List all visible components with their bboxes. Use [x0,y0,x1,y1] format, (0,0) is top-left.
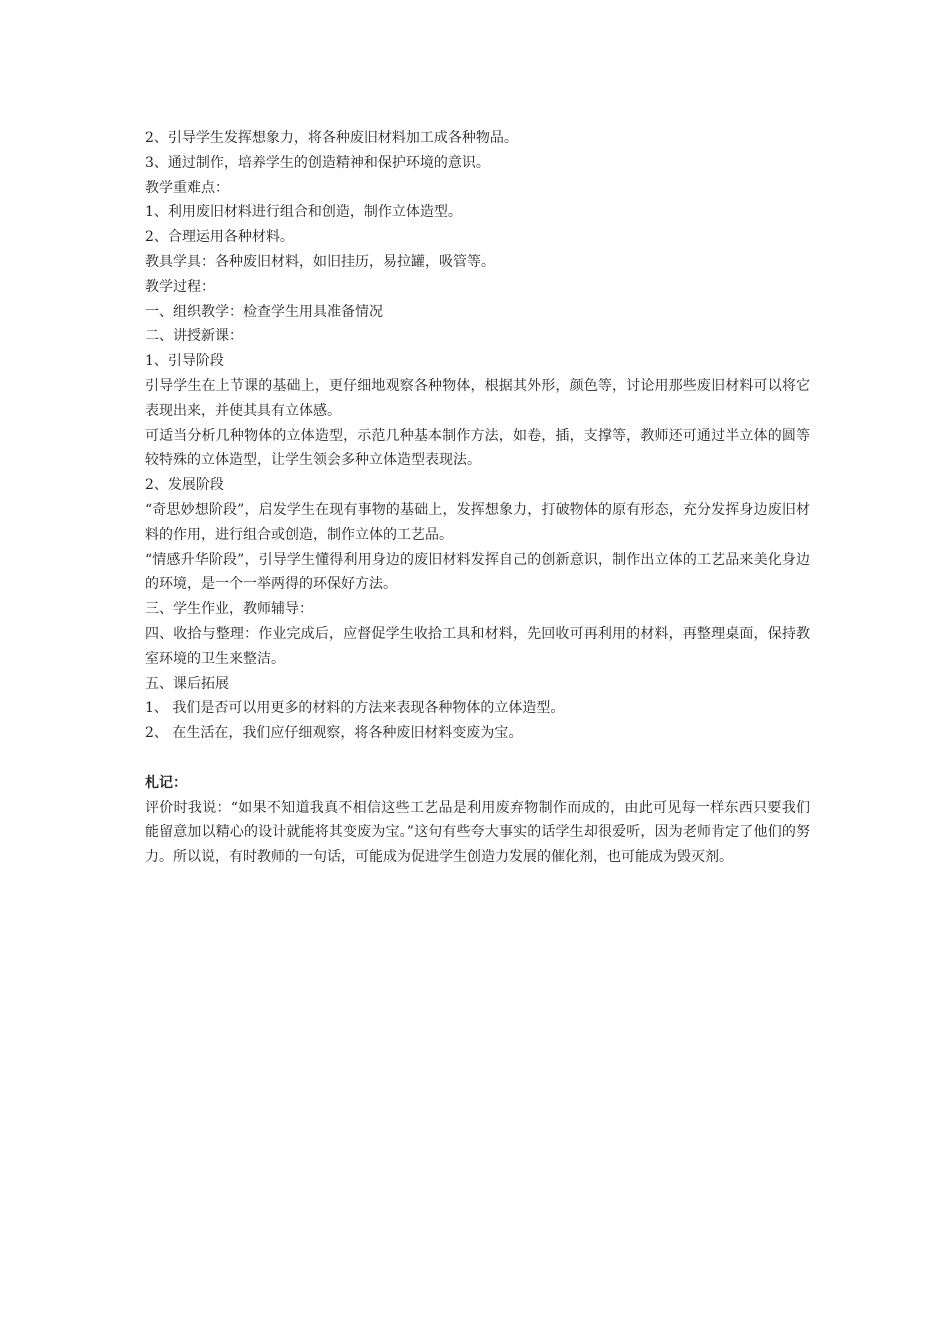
objective-2: 2、引导学生发挥想象力，将各种废旧材料加工成各种物品。 [145,130,518,146]
key-point-2: 2、合理运用各种材料。 [145,229,294,246]
notes-body: 评价时我说：“如果不知道我真不相信这些工艺品是利用废弃物制作而成的，由此可见每一样东西只要我们能留意加以精心的设计就能将其变废为宝。”这句有些夸大事实的话学生却很爱听，因为老师肯定了他们的努力。所以说，有时教师的一句话，可能成为促进学生创造力发展的催化剂，也可能成为毁灭剂。 [145,799,810,866]
extension-heading: 五、课后拓展 [145,675,229,692]
develop-paragraph-1: “奇思妙想阶段”，启发学生在现有事物的基础上，发挥想象力，打破物体的原有形态，充分发挥身边废旧材料的作用，进行组合或创造，制作立体的工艺品。 [145,501,810,543]
blank-line [145,746,810,771]
teaching-process-heading: 教学过程： [145,278,215,295]
teaching-materials: 教具学具：各种废旧材料，如旧挂历，易拉罐，吸管等。 [145,253,495,270]
notes-title: 札记： [145,774,187,791]
process-step-2: 二、讲授新课： [145,328,243,345]
develop-paragraph-2: “情感升华阶段”，引导学生懂得利用身边的废旧材料发挥自己的创新意识，制作出立体的工艺品来美化身边的环境，是一个一举两得的环保好方法。 [145,551,810,593]
guide-paragraph-1: 引导学生在上节课的基础上，更仔细地观察各种物体，根据其外形，颜色等，讨论用那些废旧材料可以将它表现出来，并使其具有立体感。 [145,377,810,419]
objective-3: 3、通过制作，培养学生的创造精神和保护环境的意识。 [145,154,490,171]
guide-stage-heading: 1、引导阶段 [145,353,224,370]
develop-stage-heading: 2、发展阶段 [145,477,224,494]
cleanup-paragraph: 四、收拾与整理：作业完成后，应督促学生收拾工具和材料，先回收可再利用的材料，再整理桌面，保持教室环境的卫生来整洁。 [145,625,810,667]
extension-item-1: 1、 我们是否可以用更多的材料的方法来表现各种物体的立体造型。 [145,700,565,717]
homework-heading: 三、学生作业，教师辅导： [145,601,313,618]
key-points-heading: 教学重难点： [145,179,229,196]
key-point-1: 1、利用废旧材料进行组合和创造，制作立体造型。 [145,204,462,221]
process-step-1: 一、组织教学：检查学生用具准备情况 [145,303,383,320]
extension-item-2: 2、 在生活在，我们应仔细观察，将各种废旧材料变废为宝。 [145,725,523,742]
guide-paragraph-2: 可适当分析几种物体的立体造型，示范几种基本制作方法，如卷，插，支撑等，教师还可通过半立体的圆等较特殊的立体造型，让学生领会多种立体造型表现法。 [145,427,810,469]
document-page [145,126,810,870]
